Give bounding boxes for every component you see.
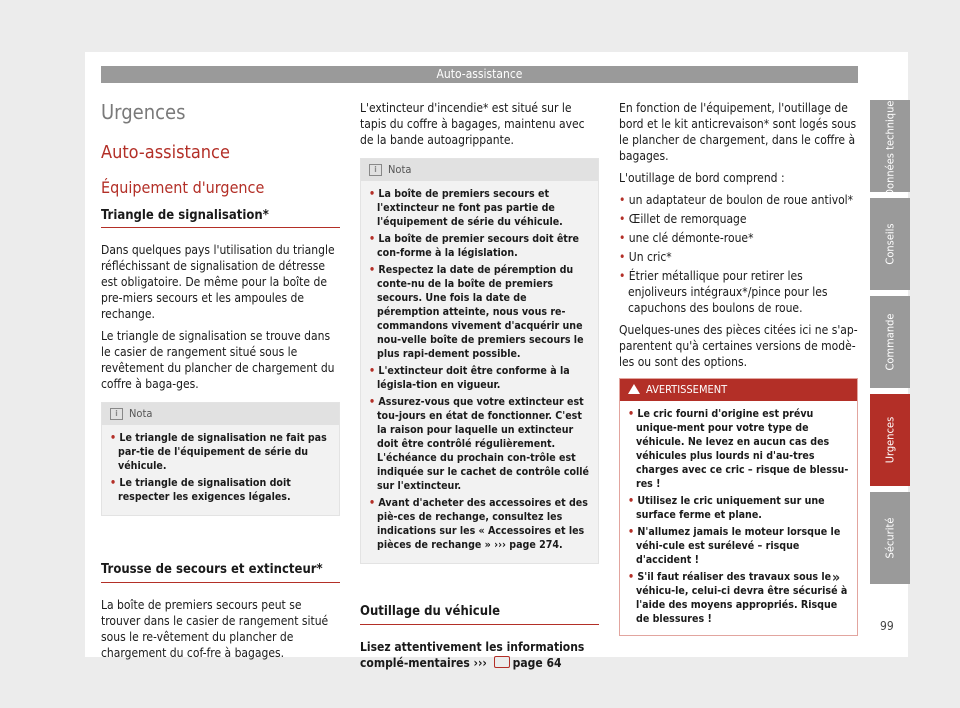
note-item: • Respectez la date de péremption du conte-nu de la boîte de premiers secours. Une fois la date de péremption atteinte, nous vous re-commandons vivement d'acquérir une nou-velle boîte de premiers secours le plus rapi-dement possible.: [369, 264, 584, 360]
subsection-title: Équipement d'urgence: [101, 178, 265, 197]
topic-heading: Trousse de secours et extincteur*: [101, 562, 340, 583]
warning-title: AVERTISSEMENT: [646, 383, 728, 396]
paragraph: L'extincteur d'incendie* est situé sur le tapis du coffre à bagages, maintenu avec de la bande autoagrippante.: [360, 101, 585, 147]
warning-item: • Utilisez le cric uniquement sur une surface ferme et plane.: [628, 495, 825, 521]
section-title: Auto-assistance: [101, 142, 230, 163]
paragraph: Le triangle de signalisation se trouve dans le casier de rangement situé sous le revêtement du plancher de chargement du coffre à baga-ges.: [101, 329, 335, 391]
note-item: • La boîte de premiers secours et l'extincteur ne font pas partie de l'équipement de série du véhicule.: [369, 188, 563, 228]
note-item: • Le triangle de signalisation ne fait pas par-tie de l'équipement de série du véhicule.: [110, 432, 327, 472]
topic-heading: Triangle de signalisation*: [101, 208, 340, 228]
paragraph: L'outillage de bord comprend :: [619, 171, 785, 185]
paragraph: Quelques-unes des pièces citées ici ne s'ap-parentent qu'à certaines versions de modè-les ou sont des options.: [619, 323, 858, 369]
paragraph: Dans quelques pays l'utilisation du triangle réfléchissant de signalisation de détresse est obligatoire. De même pour la boîte de pre-miers secours et les ampoules de rechange.: [101, 243, 335, 321]
warning-item: • S'il faut réaliser des travaux sous le véhicu-le, celui-ci devra être sécurisé à l'aide des moyens appropriés. Risque de blessures !: [628, 571, 848, 625]
list-item: • Étrier métallique pour retirer les enjoliveurs intégraux*/pince pour les capuchons des boulons de roue.: [619, 269, 828, 315]
tab-commande[interactable]: Commande: [870, 296, 910, 388]
warning-item: • N'allumez jamais le moteur lorsque le véhi-cule est surélevé – risque d'accident !: [628, 526, 841, 566]
note-box: [360, 158, 599, 564]
paragraph: La boîte de premiers secours peut se trouver dans le casier de rangement situé sous le re-vêtement du plancher de chargement du cof-fre à bagages.: [101, 598, 329, 660]
tab-securite[interactable]: Sécurité: [870, 492, 910, 584]
info-icon: i: [369, 164, 382, 176]
warning-item: • Le cric fourni d'origine est prévu unique-ment pour votre type de véhicule. Ne levez en aucun cas des véhicules plus lourds ni d'au-tres charges avec ce cric – risque de blessu-res !: [628, 408, 849, 490]
warning-icon: [628, 384, 640, 394]
note-title: Nota: [129, 407, 153, 420]
list-item: • Œillet de remorquage: [619, 212, 747, 226]
topic-heading: Outillage du véhicule: [360, 604, 599, 625]
note-item: • Avant d'acheter des accessoires et des piè-ces de rechange, consultez les indications sur les « Accessoires et les pièces de rechange » ››› page 274.: [369, 497, 588, 551]
column-3: [619, 100, 858, 636]
list-item: • un adaptateur de boulon de roue antivol*: [619, 193, 854, 207]
chapter-title: Urgences: [101, 100, 186, 124]
column-1: [101, 100, 340, 667]
note-item: • Le triangle de signalisation doit respecter les exigences légales.: [110, 477, 291, 503]
note-item: • La boîte de premier secours doit être con-forme à la législation.: [369, 233, 580, 259]
tool-list: [619, 192, 858, 316]
book-icon: [494, 656, 510, 668]
warning-box: [619, 378, 858, 636]
column-2: [360, 100, 599, 677]
page-reference-link[interactable]: page 64: [512, 656, 562, 670]
info-icon: i: [110, 408, 123, 420]
tab-donnees-techniques[interactable]: Données techniques: [870, 100, 910, 192]
chapter-header: Auto-assistance: [101, 66, 858, 83]
note-item: • L'extincteur doit être conforme à la législa-tion en vigueur.: [369, 365, 570, 391]
note-title: Nota: [388, 163, 412, 176]
continued-mark: »: [832, 570, 841, 586]
note-item: • Assurez-vous que votre extincteur est tou-jours en état de fonctionner. C'est la raison pour laquelle un extincteur doit être contrôlé régulièrement. L'échéance du prochain con-trôle est indiquée sur le cachet de contrôle collé sur l'extincteur.: [369, 396, 590, 492]
tab-conseils[interactable]: Conseils: [870, 198, 910, 290]
paragraph: Lisez attentivement les informations complé-mentaires ››› page 64: [360, 640, 585, 670]
tab-urgences[interactable]: Urgences: [870, 394, 910, 486]
page-number: 99: [880, 619, 894, 633]
list-item: • une clé démonte-roue*: [619, 231, 754, 245]
note-box: [101, 402, 340, 516]
list-item: • Un cric*: [619, 250, 672, 264]
paragraph: En fonction de l'équipement, l'outillage de bord et le kit anticrevaison* sont logés sous le plancher de chargement, dans le coffre à bagages.: [619, 101, 857, 163]
